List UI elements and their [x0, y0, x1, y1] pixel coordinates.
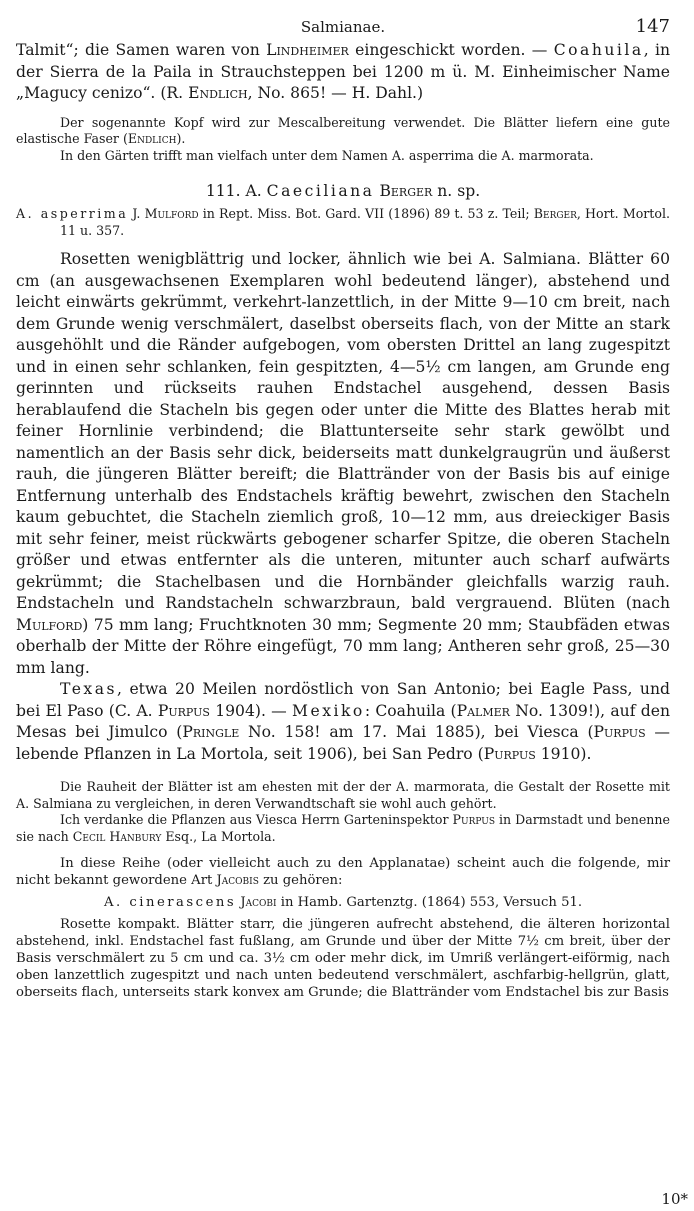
- related-description: Rosette kompakt. Blätter starr, die jüngeren aufrecht abstehend, die älteren horizontal abstehend, inkl. Endstachel fast fußlang, am Grunde und über der Mitte 7½ cm breit, über der Basis verschmälert zu 5 cm und ca. 3½ cm oder mehr dick, im Umriß verlängert-eiförmig, nach oben lanzettlich zugespitzt und nach unten bedeutend verschmälert, aschfarbig-hellgrün, glatt, oberseits flach, unterseits stark konvex am Grunde; die Blattränder vom Endstachel bis zur Basis: [16, 917, 670, 1000]
- page-number: 147: [635, 16, 670, 37]
- paragraph-continued: Talmit“; die Samen waren von Lindheimer eingeschickt worden. — Coahuila, in der Sierra de la Paila in Strauchsteppen bei 1200 m ü. M. Einheimischer Name „Magucy cenizo“. (R. Endlich, No. 865! — H. Dahl.): [16, 41, 670, 102]
- note-gardens: In den Gärten trifft man vielfach unter dem Namen A. asperrima die A. marmorata.: [60, 147, 594, 163]
- related-species: A. cinerascens Jacobi in Hamb. Gartenztg. (1864) 553, Versuch 51.: [103, 895, 583, 910]
- running-header: [16, 14, 670, 40]
- note-mescal: Der sogenannte Kopf wird zur Mescalbereitung verwendet. Die Blätter liefern eine gute elastische Faser (Endlich).: [16, 114, 670, 146]
- synonymy: A. asperrima J. Mulford in Rept. Miss. Bot. Gard. VII (1896) 89 t. 53 z. Teil; Berger, Hort. Mortol. 11 u. 357.: [16, 206, 670, 238]
- note-thanks: Ich verdanke die Pflanzen aus Viesca Herrn Garteninspektor Purpus in Darmstadt und benenne sie nach Cecil Hanbury Esq., La Mortola.: [16, 812, 670, 844]
- signature-mark: 10*: [661, 1190, 688, 1208]
- species-heading: 111. A. Caeciliana Berger n. sp.: [205, 182, 481, 200]
- running-title: Salmianae.: [300, 18, 386, 36]
- document-page: [16, 14, 670, 1001]
- note-series: In diese Reihe (oder vielleicht auch zu den Applanatae) scheint auch die folgende, mir nicht bekannt gewordene Art Jacobis zu gehören:: [16, 856, 670, 888]
- description: Rosetten wenigblättrig und locker, ähnlich wie bei A. Salmiana. Blätter 60 cm (an ausgewachsenen Exemplaren wohl bedeutend länger), abstehend und leicht einwärts gekrümmt, verkehrt-lanzettlich, in der Mitte 9—10 cm breit, nach dem Grunde wenig verschmälert, daselbst oberseits flach, von der Mitte an stark ausgehöhlt und die Ränder aufgebogen, vom obersten Drittel an lang zugespitzt und in einen sehr schlanken, fein gespitzten, 4—5½ cm langen, am Grunde eng gerinnten und rückseits rauhen Endstachel ausgehend, dessen Basis herablaufend die Stacheln bis gegen oder unter die Mitte des Blattes herab mit feiner Hornlinie verbindend; die Blattunterseite sehr stark gewölbt und namentlich an der Basis sehr dick, beiderseits matt dunkelgraugrün und äußerst rauh, die jüngeren Blätter bereift; die Blattränder von der Basis bis auf einige Entfernung unterhalb des Endstachels kräftig bewehrt, zwischen den Stacheln kaum gebuchtet, die Stacheln ziemlich groß, 10—12 mm, aus dreieckiger Basis mit sehr feiner, meist rückwärts gebogener scharfer Spitze, die oberen Stacheln größer und etwas entfernter als die unteren, mitunter auch scharf aufwärts gekrümmt; die Stachelbasen und die Hornbänder gleichfalls warzig rauh. Endstacheln und Randstacheln schwarzbraun, bald vergrauend. Blüten (nach Mulford) 75 mm lang; Fruchtknoten 30 mm; Segmente 20 mm; Staubfäden etwas oberhalb der Mitte der Röhre eingefügt, 70 mm lang; Antheren sehr groß, 25—30 mm lang.: [16, 250, 670, 677]
- localities: Texas, etwa 20 Meilen nordöstlich von San Antonio; bei Eagle Pass, und bei El Paso (C. A. Purpus 1904). — Mexiko: Coahuila (Palmer No. 1309!), auf den Mesas bei Jimulco (Pringle No. 158! am 17. Mai 1885), bei Viesca (Purpus — lebende Pflanzen in La Mortola, seit 1906), bei San Pedro (Purpus 1910).: [16, 680, 671, 763]
- note-roughness: Die Rauheit der Blätter ist am ehesten mit der der A. marmorata, die Gestalt der Rosette mit A. Salmiana zu vergleichen, in deren Verwandtschaft sie wohl auch gehört.: [16, 779, 670, 811]
